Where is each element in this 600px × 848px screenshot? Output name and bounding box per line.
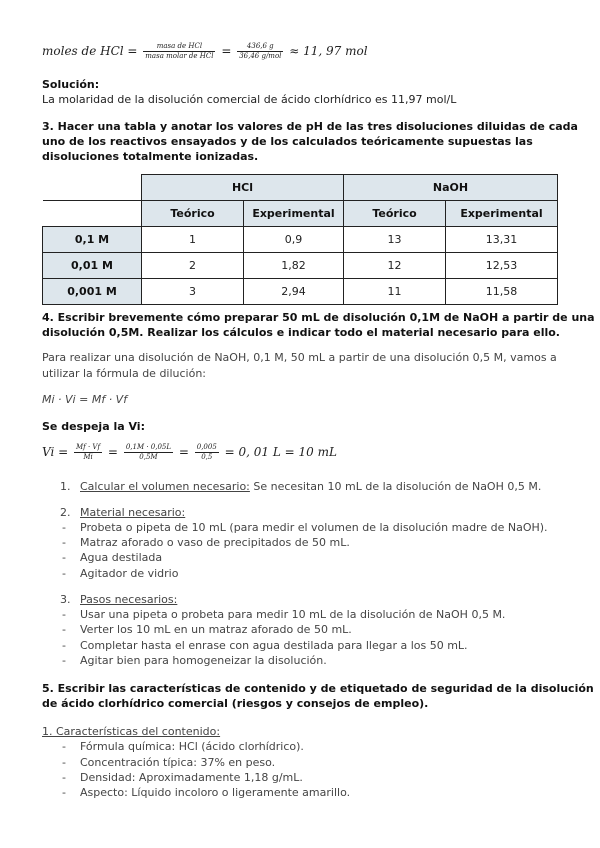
- step-3-number: 3.: [60, 593, 71, 606]
- formula-moles: [42, 42, 368, 61]
- q4-intro-2: utilizar la fórmula de dilución:: [42, 367, 207, 380]
- step-1-title: Calcular el volumen necesario:: [80, 480, 250, 493]
- fraction-numerator: masa de HCl: [143, 42, 215, 52]
- despeja-label: Se despeja la Vi:: [42, 420, 145, 433]
- fraction-denominator: 0,5M: [139, 453, 158, 461]
- fraction-numerator: 436,6 g: [237, 42, 283, 52]
- formula-vi-lhs: Vi =: [42, 445, 69, 459]
- list-item: [62, 638, 468, 653]
- bullet-dash: -: [62, 786, 66, 799]
- list-item-text: Densidad: Aproximadamente 1,18 g/mL.: [80, 771, 303, 784]
- list-item: [62, 607, 505, 622]
- table-sub-header: Teórico: [142, 201, 244, 227]
- fraction-numerator: 0,005: [196, 443, 217, 451]
- formula-vi-result: = 0, 01 L = 10 mL: [224, 445, 337, 459]
- fraction-denominator: masa molar de HCl: [145, 52, 214, 60]
- table-cell: 11,58: [446, 279, 558, 305]
- q3-line-1: 3. Hacer una tabla y anotar los valores de pH de las tres disoluciones diluidas de cada: [42, 120, 578, 133]
- list-item-text: Aspecto: Líquido incoloro o ligeramente amarillo.: [80, 786, 351, 799]
- q4-intro-1: Para realizar una disolución de NaOH, 0,1 M, 50 mL a partir de una disolución 0,5 M, vamos a: [42, 351, 557, 364]
- list-item: [62, 770, 303, 785]
- table-empty-corner: [43, 175, 142, 201]
- table-cell: 2,94: [244, 279, 344, 305]
- table-group-header-hcl: HCl: [142, 175, 344, 201]
- bullet-dash: -: [62, 740, 66, 753]
- bullet-dash: -: [62, 654, 66, 667]
- bullet-dash: -: [62, 771, 66, 784]
- step-1-text: Se necesitan 10 mL de la disolución de NaOH 0,5 M.: [249, 480, 542, 493]
- equals-sign: =: [221, 44, 232, 58]
- q3-line-2: uno de los reactivos ensayados y de los calculados teóricamente supuestas las: [42, 135, 533, 148]
- table-row: [43, 253, 558, 279]
- fraction-masa: [143, 42, 215, 61]
- fraction-numerator: 0,1M · 0,05L: [125, 443, 172, 451]
- fraction-numerator: Mf · Vf: [76, 443, 101, 451]
- ph-table: [42, 174, 558, 305]
- bullet-dash: -: [62, 608, 66, 621]
- table-cell: 2: [142, 253, 244, 279]
- table-sub-header: Experimental: [446, 201, 558, 227]
- table-cell: 3: [142, 279, 244, 305]
- formula-moles-result: ≈ 11, 97 mol: [289, 44, 368, 58]
- step-2-number: 2.: [60, 506, 71, 519]
- list-item-text: Fórmula química: HCl (ácido clorhídrico).: [80, 740, 304, 753]
- fraction-values-2: [195, 443, 219, 462]
- list-item: [62, 622, 352, 637]
- table-sub-header: Teórico: [344, 201, 446, 227]
- table-cell: 0,9: [244, 227, 344, 253]
- table-cell: 13: [344, 227, 446, 253]
- bullet-dash: -: [62, 521, 66, 534]
- q5-subtitle: 1. Características del contenido:: [42, 725, 221, 738]
- fraction-denominator: 0,5: [201, 453, 213, 461]
- fraction-denominator: 36,46 g/mol: [239, 52, 282, 60]
- list-item: [62, 520, 548, 535]
- list-item: [62, 535, 350, 550]
- table-sub-header: Experimental: [244, 201, 344, 227]
- list-item: [62, 653, 327, 668]
- dilution-formula: Mi · Vi = Mf · Vf: [42, 393, 128, 406]
- bullet-dash: -: [62, 623, 66, 636]
- list-item: [62, 566, 178, 581]
- table-cell: 1,82: [244, 253, 344, 279]
- fraction-mfvf: [74, 443, 102, 462]
- step-1-number: 1.: [60, 480, 71, 493]
- fraction-values-1: [124, 443, 173, 462]
- q5-line-2: de ácido clorhídrico comercial (riesgos y consejos de empleo).: [42, 697, 429, 710]
- q3-line-3: disoluciones totalmente ionizadas.: [42, 150, 259, 163]
- list-item: [62, 755, 275, 770]
- step-3-title: Pasos necesarios:: [80, 593, 178, 606]
- formula-moles-lhs: moles de HCl =: [42, 44, 138, 58]
- table-cell: 13,31: [446, 227, 558, 253]
- q4-line-2: disolución 0,5M. Realizar los cálculos e indicar todo el material necesario para ello.: [42, 326, 560, 339]
- q5-line-1: 5. Escribir las características de contenido y de etiquetado de seguridad de la disolución: [42, 682, 594, 695]
- list-item-text: Probeta o pipeta de 10 mL (para medir el volumen de la disolución madre de NaOH).: [80, 521, 548, 534]
- step-2-title: Material necesario:: [80, 506, 186, 519]
- equals-sign: =: [107, 445, 118, 459]
- list-item-text: Matraz aforado o vaso de precipitados de 50 mL.: [80, 536, 350, 549]
- q4-line-1: 4. Escribir brevemente cómo preparar 50 mL de disolución 0,1M de NaOH a partir de una: [42, 311, 595, 324]
- list-item-text: Concentración típica: 37% en peso.: [80, 756, 276, 769]
- list-item: [62, 739, 304, 754]
- table-group-header-naoh: NaOH: [344, 175, 558, 201]
- table-row: [43, 227, 558, 253]
- list-item: [62, 550, 162, 565]
- table-row-label: 0,001 M: [43, 279, 142, 305]
- table-group-header-row: [43, 175, 558, 201]
- table-row-label: 0,1 M: [43, 227, 142, 253]
- list-item-text: Verter los 10 mL en un matraz aforado de 50 mL.: [80, 623, 352, 636]
- table-row-label: 0,01 M: [43, 253, 142, 279]
- list-item-text: Agitador de vidrio: [80, 567, 179, 580]
- formula-vi: [42, 443, 337, 462]
- table-sub-header-row: [43, 201, 558, 227]
- table-cell: 11: [344, 279, 446, 305]
- list-item-text: Completar hasta el enrase con agua destilada para llegar a los 50 mL.: [80, 639, 468, 652]
- list-item: [62, 785, 350, 800]
- table-cell: 1: [142, 227, 244, 253]
- solucion-label: Solución:: [42, 78, 100, 91]
- bullet-dash: -: [62, 567, 66, 580]
- solucion-text: La molaridad de la disolución comercial de ácido clorhídrico es 11,97 mol/L: [42, 93, 457, 106]
- table-cell: 12,53: [446, 253, 558, 279]
- bullet-dash: -: [62, 536, 66, 549]
- table-row: [43, 279, 558, 305]
- bullet-dash: -: [62, 756, 66, 769]
- table-empty-corner: [43, 201, 142, 227]
- bullet-dash: -: [62, 639, 66, 652]
- equals-sign: =: [178, 445, 189, 459]
- fraction-values: [237, 42, 283, 61]
- table-cell: 12: [344, 253, 446, 279]
- list-item-text: Usar una pipeta o probeta para medir 10 mL de la disolución de NaOH 0,5 M.: [80, 608, 506, 621]
- bullet-dash: -: [62, 551, 66, 564]
- step-1: [80, 479, 541, 494]
- list-item-text: Agua destilada: [80, 551, 163, 564]
- fraction-denominator: Mi: [83, 453, 93, 461]
- list-item-text: Agitar bien para homogeneizar la disolución.: [80, 654, 327, 667]
